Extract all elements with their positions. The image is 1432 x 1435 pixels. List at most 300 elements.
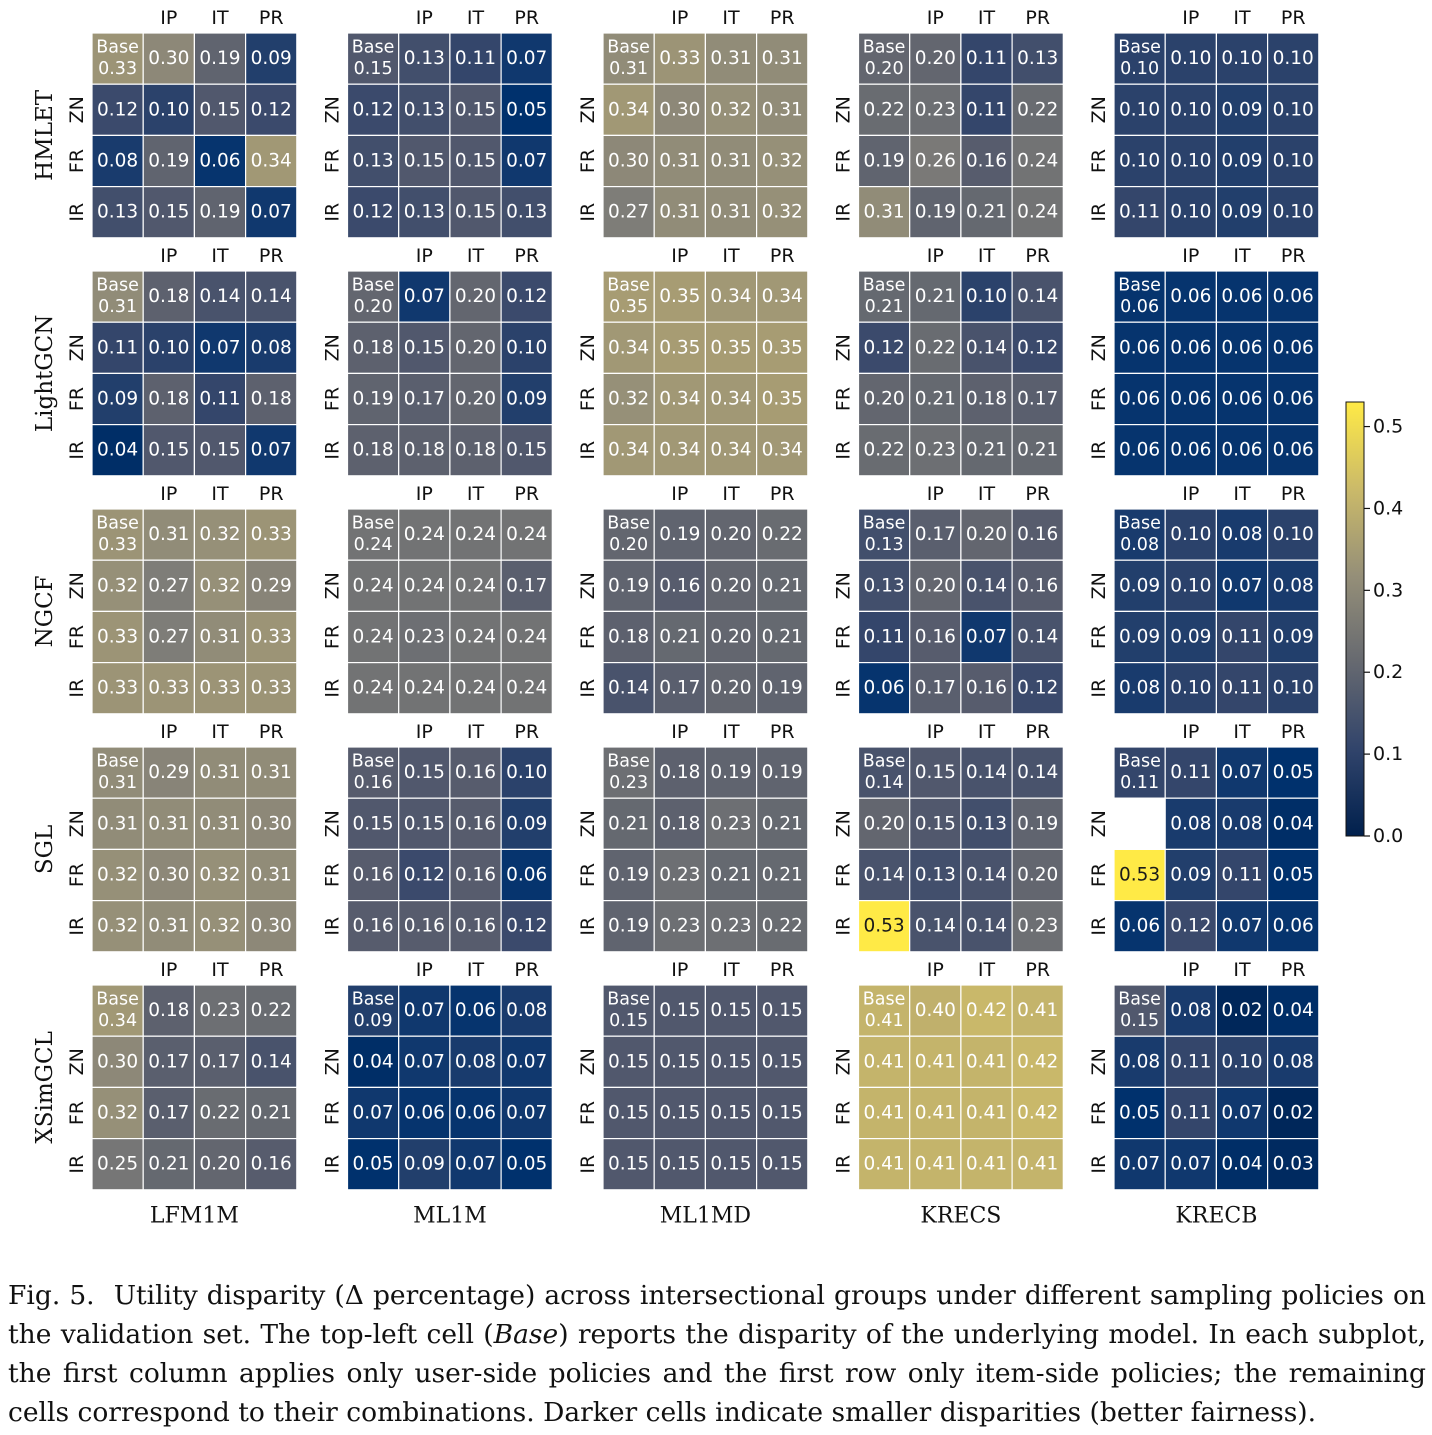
cell-value: 0.20	[710, 575, 752, 597]
col-tick-label: IT	[977, 245, 996, 267]
cell-value: 0.04	[1272, 1000, 1314, 1022]
cell-value: 0.17	[506, 575, 548, 597]
cell-value: 0.20	[609, 534, 649, 555]
cell-value: 0.10	[506, 337, 548, 359]
col-tick-label: IP	[415, 721, 433, 743]
cell-value: 0.05	[1272, 864, 1314, 886]
cell-value: 0.20	[454, 388, 497, 410]
cell-value: 0.19	[710, 762, 752, 784]
cell-value: 0.41	[863, 1153, 905, 1175]
row-tick-label: ZN	[321, 334, 344, 362]
cell-value: 0.06	[1118, 439, 1161, 461]
base-label: Base	[96, 275, 139, 296]
cell-value: 0.16	[352, 864, 394, 886]
cell-value: 0.31	[659, 201, 701, 223]
cell-value: 0.31	[659, 150, 701, 172]
cell-value: 0.22	[761, 524, 803, 546]
cell-value: 0.33	[250, 524, 292, 546]
col-tick-label: PR	[258, 7, 284, 29]
base-label: Base	[351, 751, 395, 772]
cell-value: 0.24	[352, 575, 394, 597]
cell-value: 0.30	[96, 1051, 139, 1073]
cell-value: 0.34	[761, 439, 803, 461]
row-tick-label: ZN	[1088, 96, 1110, 124]
cell-value: 0.34	[607, 439, 650, 461]
row-tick-label: FR	[321, 386, 344, 412]
cell-value: 0.12	[96, 99, 139, 121]
row-tick-label: FR	[1088, 1100, 1110, 1126]
row-tick-label: IR	[577, 678, 599, 698]
cell-value: 0.27	[607, 201, 650, 223]
col-tick-label: IP	[160, 245, 178, 267]
row-tick-label: FR	[832, 386, 855, 412]
col-tick-label: IP	[415, 959, 433, 981]
row-tick-label: IR	[66, 916, 88, 936]
cell-value: 0.15	[761, 1051, 803, 1073]
cell-value: 0.14	[965, 337, 1008, 359]
col-tick-label: IP	[926, 721, 944, 743]
cell-value: 0.16	[403, 915, 445, 937]
cell-value: 0.24	[506, 677, 548, 699]
col-tick-label: IT	[722, 7, 740, 29]
cell-value: 0.19	[863, 150, 905, 172]
cell-value: 0.40	[914, 1000, 956, 1022]
row-tick-label: FR	[1088, 386, 1110, 412]
cell-value: 0.20	[1017, 864, 1059, 886]
base-label: Base	[607, 513, 650, 534]
base-label: Base	[862, 513, 906, 534]
cell-value: 0.32	[199, 864, 241, 886]
cell-value: 0.15	[403, 762, 445, 784]
cell-value: 0.23	[659, 864, 701, 886]
col-tick-label: PR	[769, 483, 795, 505]
cell-value: 0.16	[454, 864, 497, 886]
subplot	[322, 245, 553, 476]
cell-value: 0.33	[199, 677, 241, 699]
cell-value: 0.04	[96, 439, 139, 461]
cell-value: 0.05	[506, 1153, 548, 1175]
cell-value: 0.23	[914, 439, 956, 461]
cell-value: 0.18	[454, 439, 497, 461]
cell-value: 0.08	[1272, 575, 1314, 597]
cell-value: 0.06	[1118, 337, 1161, 359]
cell-value: 0.41	[914, 1153, 956, 1175]
cell-value: 0.35	[609, 296, 649, 317]
row-tick-label: IR	[1088, 1154, 1110, 1174]
cell-value: 0.16	[659, 575, 701, 597]
model-label: NGCF	[32, 575, 58, 648]
cell-value: 0.10	[1118, 150, 1161, 172]
row-tick-label: ZN	[66, 1048, 88, 1076]
cell-value: 0.07	[1221, 1102, 1263, 1124]
col-tick-label: PR	[258, 959, 284, 981]
row-tick-label: FR	[577, 1100, 599, 1126]
cell-value: 0.21	[659, 626, 701, 648]
col-tick-label: IT	[1233, 721, 1251, 743]
cell-value: 0.05	[352, 1153, 394, 1175]
cell-value: 0.09	[353, 1010, 393, 1031]
col-tick-label: PR	[769, 721, 795, 743]
cell-value: 0.18	[607, 626, 650, 648]
cell-value: 0.24	[454, 626, 497, 648]
cell-value: 0.13	[403, 201, 445, 223]
row-tick-label: FR	[66, 148, 88, 174]
cell-value: 0.35	[659, 286, 701, 308]
cell-value: 0.17	[914, 677, 956, 699]
subplot	[833, 7, 1064, 238]
row-tick-label: FR	[832, 148, 855, 174]
cell-value: 0.21	[914, 388, 956, 410]
row-tick-label: FR	[66, 1100, 88, 1126]
cell-value: 0.22	[199, 1102, 241, 1124]
cell-value: 0.07	[506, 48, 548, 70]
cell-value: 0.25	[96, 1153, 139, 1175]
col-tick-label: IT	[211, 7, 229, 29]
cell-value: 0.15	[659, 1051, 701, 1073]
subplot	[322, 959, 553, 1228]
cell-value: 0.15	[761, 1102, 803, 1124]
cell-value: 0.14	[250, 1051, 292, 1073]
cell-value: 0.15	[352, 813, 394, 835]
cell-value: 0.13	[96, 201, 139, 223]
cell-value: 0.17	[403, 388, 445, 410]
cell-value: 0.21	[710, 864, 752, 886]
cell-value: 0.12	[352, 99, 394, 121]
cell-value: 0.06	[1272, 915, 1314, 937]
cell-value: 0.19	[607, 575, 650, 597]
figure-caption	[8, 1276, 1426, 1432]
cell-value: 0.32	[710, 99, 752, 121]
cell-value: 0.21	[761, 626, 803, 648]
dataset-label: KRECS	[920, 1203, 1002, 1229]
cell-value: 0.31	[199, 626, 241, 648]
cell-value: 0.29	[148, 762, 190, 784]
cell-value: 0.07	[454, 1153, 497, 1175]
cell-value: 0.34	[761, 286, 803, 308]
cell-value: 0.08	[96, 150, 139, 172]
cell-value: 0.20	[710, 626, 752, 648]
cell-value: 0.16	[1017, 575, 1059, 597]
cell-value: 0.22	[914, 337, 956, 359]
cell-value: 0.21	[864, 296, 904, 317]
caption-text-1: Utility disparity (Δ percentage) across intersectional groups under different sampling policies on the validation set. The top-left cell (	[8, 1280, 1426, 1350]
cell-value: 0.02	[1272, 1102, 1314, 1124]
row-tick-label: ZN	[66, 810, 88, 838]
cell-value: 0.07	[1118, 1153, 1161, 1175]
cell-value: 0.20	[454, 337, 497, 359]
row-tick-label: ZN	[577, 96, 599, 124]
cell-value: 0.31	[199, 813, 241, 835]
colorbar-gradient	[1346, 402, 1364, 836]
colorbar	[1346, 402, 1403, 847]
cell-value: 0.08	[1120, 534, 1160, 555]
cell-value: 0.19	[607, 915, 650, 937]
subplot	[1088, 483, 1319, 714]
cell-value: 0.41	[914, 1102, 956, 1124]
row-tick-label: IR	[66, 1154, 88, 1174]
row-tick-label: ZN	[1088, 572, 1110, 600]
base-label: Base	[351, 37, 395, 58]
base-label: Base	[351, 989, 395, 1010]
col-tick-label: IT	[1233, 7, 1251, 29]
cell-value: 0.12	[1017, 677, 1059, 699]
caption-emphasis: Base	[493, 1319, 559, 1350]
cell-value: 0.27	[148, 575, 190, 597]
row-tick-label: IR	[66, 678, 88, 698]
cell-value: 0.06	[1221, 286, 1263, 308]
cell-value: 0.10	[1170, 677, 1212, 699]
col-tick-label: IT	[722, 959, 740, 981]
row-tick-label: ZN	[321, 1048, 344, 1076]
cell-value: 0.10	[1272, 48, 1314, 70]
col-tick-label: IP	[160, 7, 178, 29]
cell-value: 0.07	[403, 286, 445, 308]
cell-value: 0.16	[965, 677, 1008, 699]
cell-value: 0.11	[454, 48, 497, 70]
row-tick-label: ZN	[832, 96, 855, 124]
cell-value: 0.09	[506, 813, 548, 835]
cell-value: 0.15	[454, 150, 497, 172]
row-tick-label: IR	[321, 678, 344, 698]
subplot	[577, 959, 808, 1228]
col-tick-label: IT	[466, 483, 485, 505]
base-label: Base	[1118, 751, 1161, 772]
cell-value: 0.15	[609, 1010, 649, 1031]
row-tick-label: ZN	[321, 810, 344, 838]
cell-value: 0.24	[454, 575, 497, 597]
cell-value: 0.21	[965, 201, 1008, 223]
cell-value: 0.06	[1221, 439, 1263, 461]
cell-value: 0.08	[1118, 677, 1161, 699]
col-tick-label: IT	[977, 7, 996, 29]
row-tick-label: IR	[321, 202, 344, 222]
cell-value: 0.14	[1017, 626, 1059, 648]
cell-value: 0.30	[148, 48, 190, 70]
cell-value: 0.34	[710, 439, 752, 461]
cell-value: 0.32	[96, 915, 139, 937]
row-tick-label: FR	[66, 624, 88, 650]
cell-value: 0.33	[250, 626, 292, 648]
cell-value: 0.41	[863, 1102, 905, 1124]
cell-value: 0.06	[1272, 439, 1314, 461]
subplot	[322, 721, 553, 952]
cell-value: 0.10	[1221, 1051, 1263, 1073]
cell-value: 0.15	[710, 1051, 752, 1073]
cell-value: 0.16	[454, 762, 497, 784]
colorbar-tick-label: 0.4	[1373, 497, 1404, 520]
cell-value: 0.18	[659, 762, 701, 784]
row-tick-label: ZN	[832, 572, 855, 600]
cell-value: 0.06	[1272, 286, 1314, 308]
cell-value: 0.23	[710, 813, 752, 835]
cell-value: 0.13	[506, 201, 548, 223]
cell-value: 0.09	[1221, 150, 1263, 172]
row-tick-label: IR	[1088, 202, 1110, 222]
row-tick-label: ZN	[1088, 1048, 1110, 1076]
col-tick-label: IT	[1233, 959, 1251, 981]
row-tick-label: IR	[1088, 678, 1110, 698]
subplot	[833, 721, 1064, 952]
cell-value: 0.33	[98, 534, 138, 555]
cell-value: 0.13	[914, 864, 956, 886]
cell-value: 0.11	[965, 48, 1008, 70]
cell-value: 0.19	[607, 864, 650, 886]
cell-value: 0.05	[506, 99, 548, 121]
cell-value: 0.15	[914, 813, 956, 835]
cell-value: 0.24	[1017, 150, 1059, 172]
cell-value: 0.11	[1221, 864, 1263, 886]
cell-value: 0.07	[352, 1102, 394, 1124]
col-tick-label: PR	[769, 959, 795, 981]
subplot	[1088, 721, 1319, 952]
cell-value: 0.30	[659, 99, 701, 121]
cell-value: 0.24	[352, 677, 394, 699]
cell-value: 0.31	[250, 864, 292, 886]
cell-value: 0.31	[148, 524, 190, 546]
cell-value: 0.18	[965, 388, 1008, 410]
cell-value: 0.19	[352, 388, 394, 410]
cell-value: 0.24	[353, 534, 393, 555]
col-tick-label: IT	[211, 483, 229, 505]
subplot	[66, 245, 297, 476]
cell-value: 0.08	[1221, 524, 1263, 546]
col-tick-label: IP	[926, 483, 944, 505]
cell-value: 0.06	[1272, 388, 1314, 410]
cell-value: 0.14	[965, 864, 1008, 886]
cell-value: 0.21	[965, 439, 1008, 461]
cell-value: 0.09	[96, 388, 139, 410]
subplot	[66, 7, 297, 238]
cell-value: 0.23	[1017, 915, 1059, 937]
base-label: Base	[351, 275, 395, 296]
row-tick-label: FR	[66, 386, 88, 412]
col-tick-label: PR	[1025, 245, 1051, 267]
base-label: Base	[607, 37, 650, 58]
cell-value: 0.08	[454, 1051, 497, 1073]
cell-value: 0.06	[1170, 439, 1212, 461]
cell-value: 0.09	[1118, 626, 1161, 648]
cell-value: 0.10	[148, 337, 190, 359]
cell-value: 0.17	[659, 677, 701, 699]
cell-value: 0.35	[710, 337, 752, 359]
cell-value: 0.10	[965, 286, 1008, 308]
cell-value: 0.09	[1118, 575, 1161, 597]
cell-value: 0.41	[965, 1153, 1008, 1175]
cell-value: 0.11	[1221, 677, 1263, 699]
cell-value: 0.13	[352, 150, 394, 172]
subplot	[322, 483, 553, 714]
cell-value: 0.24	[506, 626, 548, 648]
row-tick-label: IR	[577, 1154, 599, 1174]
cell-value: 0.07	[199, 337, 241, 359]
cell-value: 0.18	[352, 337, 394, 359]
col-tick-label: IT	[211, 245, 229, 267]
col-tick-label: IT	[722, 245, 740, 267]
cell-value: 0.15	[506, 439, 548, 461]
model-label: HMLET	[32, 89, 58, 181]
subplot	[1088, 7, 1319, 238]
row-tick-label: ZN	[577, 1048, 599, 1076]
cell-value: 0.20	[965, 524, 1008, 546]
subplot	[833, 959, 1064, 1228]
cell-value: 0.15	[710, 1153, 752, 1175]
cell-value: 0.06	[1120, 296, 1160, 317]
cell-value: 0.32	[96, 1102, 139, 1124]
cell-value: 0.15	[454, 99, 497, 121]
colorbar-tick-label: 0.0	[1373, 825, 1404, 847]
row-tick-label: ZN	[577, 334, 599, 362]
col-tick-label: IP	[1182, 959, 1200, 981]
cell-value: 0.10	[1170, 201, 1212, 223]
cell-value: 0.11	[863, 626, 905, 648]
cell-value: 0.08	[506, 1000, 548, 1022]
dataset-label: ML1M	[413, 1203, 487, 1229]
cell-value: 0.12	[1017, 337, 1059, 359]
cell-value: 0.11	[1221, 626, 1263, 648]
col-tick-label: IT	[977, 959, 996, 981]
row-tick-label: FR	[577, 148, 599, 174]
row-tick-label: FR	[321, 624, 344, 650]
cell-value: 0.30	[250, 915, 292, 937]
cell-value: 0.08	[1221, 813, 1263, 835]
model-label: LightGCN	[32, 314, 58, 433]
cell-value: 0.41	[914, 1051, 956, 1073]
row-tick-label: ZN	[1088, 810, 1110, 838]
row-tick-label: FR	[1088, 862, 1110, 888]
cell-value: 0.27	[148, 626, 190, 648]
cell-value: 0.09	[1221, 201, 1263, 223]
model-label: XSimGCL	[32, 1031, 58, 1144]
cell-value: 0.06	[1170, 337, 1212, 359]
heatmap-cell	[1114, 798, 1165, 849]
cell-value: 0.21	[250, 1102, 292, 1124]
cell-value: 0.04	[1272, 813, 1314, 835]
cell-value: 0.16	[250, 1153, 292, 1175]
cell-value: 0.14	[965, 575, 1008, 597]
cell-value: 0.07	[1221, 762, 1263, 784]
cell-value: 0.11	[199, 388, 241, 410]
cell-value: 0.07	[250, 201, 292, 223]
cell-value: 0.14	[1017, 762, 1059, 784]
col-tick-label: IP	[415, 245, 433, 267]
base-label: Base	[862, 37, 906, 58]
cell-value: 0.15	[199, 99, 241, 121]
cell-value: 0.20	[710, 677, 752, 699]
caption-text-2: ) reports the disparity of the underlying model. In each subplot, the first column applies only user-side policies and the first row only item-side policies; the remaining cells correspond to their combinations. Darker cells indicate smaller disparities (better fairness).	[8, 1319, 1426, 1428]
cell-value: 0.03	[1272, 1153, 1314, 1175]
cell-value: 0.08	[1272, 1051, 1314, 1073]
cell-value: 0.15	[148, 439, 190, 461]
row-tick-label: ZN	[1088, 334, 1110, 362]
cell-value: 0.34	[250, 150, 292, 172]
subplot	[1088, 245, 1319, 476]
cell-value: 0.15	[607, 1153, 650, 1175]
cell-value: 0.31	[250, 762, 292, 784]
cell-value: 0.11	[1170, 1102, 1212, 1124]
col-tick-label: IP	[671, 483, 689, 505]
cell-value: 0.07	[506, 150, 548, 172]
col-tick-label: PR	[1280, 959, 1306, 981]
cell-value: 0.07	[1170, 1153, 1212, 1175]
cell-value: 0.11	[1170, 762, 1212, 784]
cell-value: 0.24	[454, 524, 497, 546]
col-tick-label: IP	[160, 959, 178, 981]
model-label: SGL	[32, 824, 58, 875]
cell-value: 0.06	[1272, 337, 1314, 359]
col-tick-label: IP	[160, 483, 178, 505]
cell-value: 0.30	[607, 150, 650, 172]
cell-value: 0.15	[659, 1102, 701, 1124]
